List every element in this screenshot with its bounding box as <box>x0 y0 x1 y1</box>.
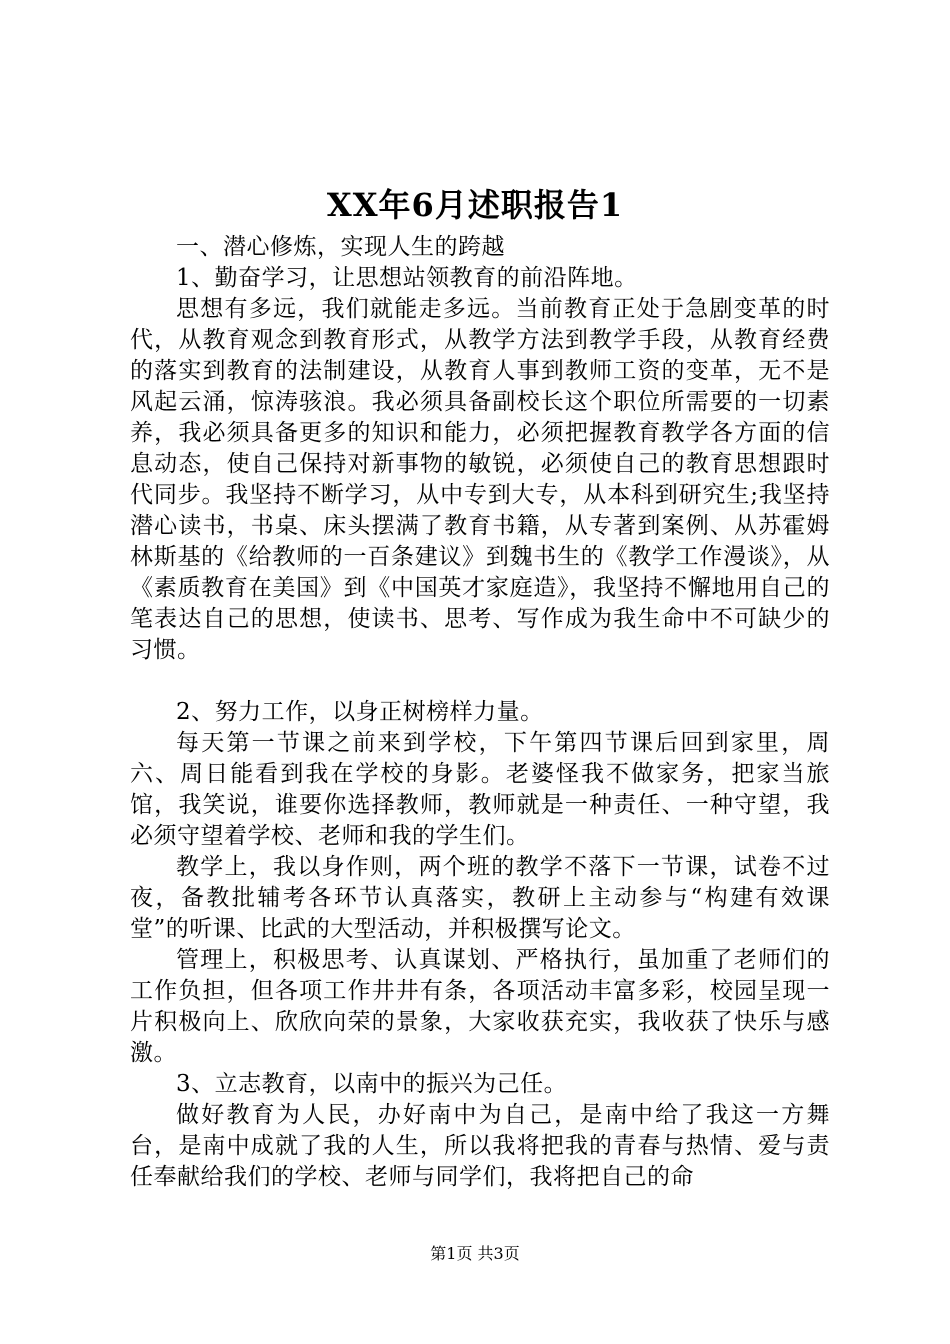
body-paragraph: 每天第一节课之前来到学校，下午第四节课后回到家里，周六、周日能看到我在学校的身影。老婆怪我不做家务，把家当旅馆，我笑说，谁要你选择教师，教师就是一种责任、一种守望，我必须守望着学校、老师和我的学生们。 <box>130 730 830 849</box>
body-paragraph: 思想有多远，我们就能走多远。当前教育正处于急剧变革的时代，从教育观念到教育形式，从教学方法到教学手段，从教育经费的落实到教育的法制建设，从教育人事到教师工资的变革，无不是风起云涌，惊涛骇浪。我必须具备副校长这个职位所需要的一切素养，我必须具备更多的知识和能力，必须把握教育教学各方面的信息动态，使自己保持对新事物的敏锐，必须使自己的教育思想跟时代同步。我坚持不断学习，从中专到大专，从本科到研究生;我坚持潜心读书，书桌、床头摆满了教育书籍，从专著到案例、从苏霍姆林斯基的《给教师的一百条建议》到魏书生的《教学工作漫谈》，从《素质教育在美国》到《中国英才家庭造》，我坚持不懈地用自己的笔表达自己的思想，使读书、思考、写作成为我生命中不可缺少的习惯。 <box>130 296 830 663</box>
document-body <box>130 232 830 1193</box>
subsection-heading: 2、努力工作，以身正树榜样力量。 <box>176 699 544 725</box>
subsection-heading: 1、勤奋学习，让思想站领教育的前沿阵地。 <box>176 265 638 291</box>
body-paragraph: 做好教育为人民，办好南中为自己，是南中给了我这一方舞台，是南中成就了我的人生，所以我将把我的青春与热情、爱与责任奉献给我们的学校、老师与同学们，我将把自己的命 <box>130 1102 830 1190</box>
subsection-heading: 3、立志教育，以南中的振兴为己任。 <box>176 1071 568 1097</box>
document-title: XX年6月述职报告1 <box>326 186 624 224</box>
section-heading: 一、潜心修炼，实现人生的跨越 <box>176 234 505 260</box>
body-paragraph: 管理上，积极思考、认真谋划、严格执行，虽加重了老师们的工作负担，但各项工作井井有条，各项活动丰富多彩，校园呈现一片积极向上、欣欣向荣的景象，大家收获充实，我收获了快乐与感激。 <box>130 947 830 1066</box>
body-paragraph: 教学上，我以身作则，两个班的教学不落下一节课，试卷不过夜，备教批辅考各环节认真落实，教研上主动参与“构建有效课堂”的听课、比武的大型活动，并积极撰写论文。 <box>130 854 830 942</box>
page-footer: 第1页 共3页 <box>430 1244 520 1263</box>
